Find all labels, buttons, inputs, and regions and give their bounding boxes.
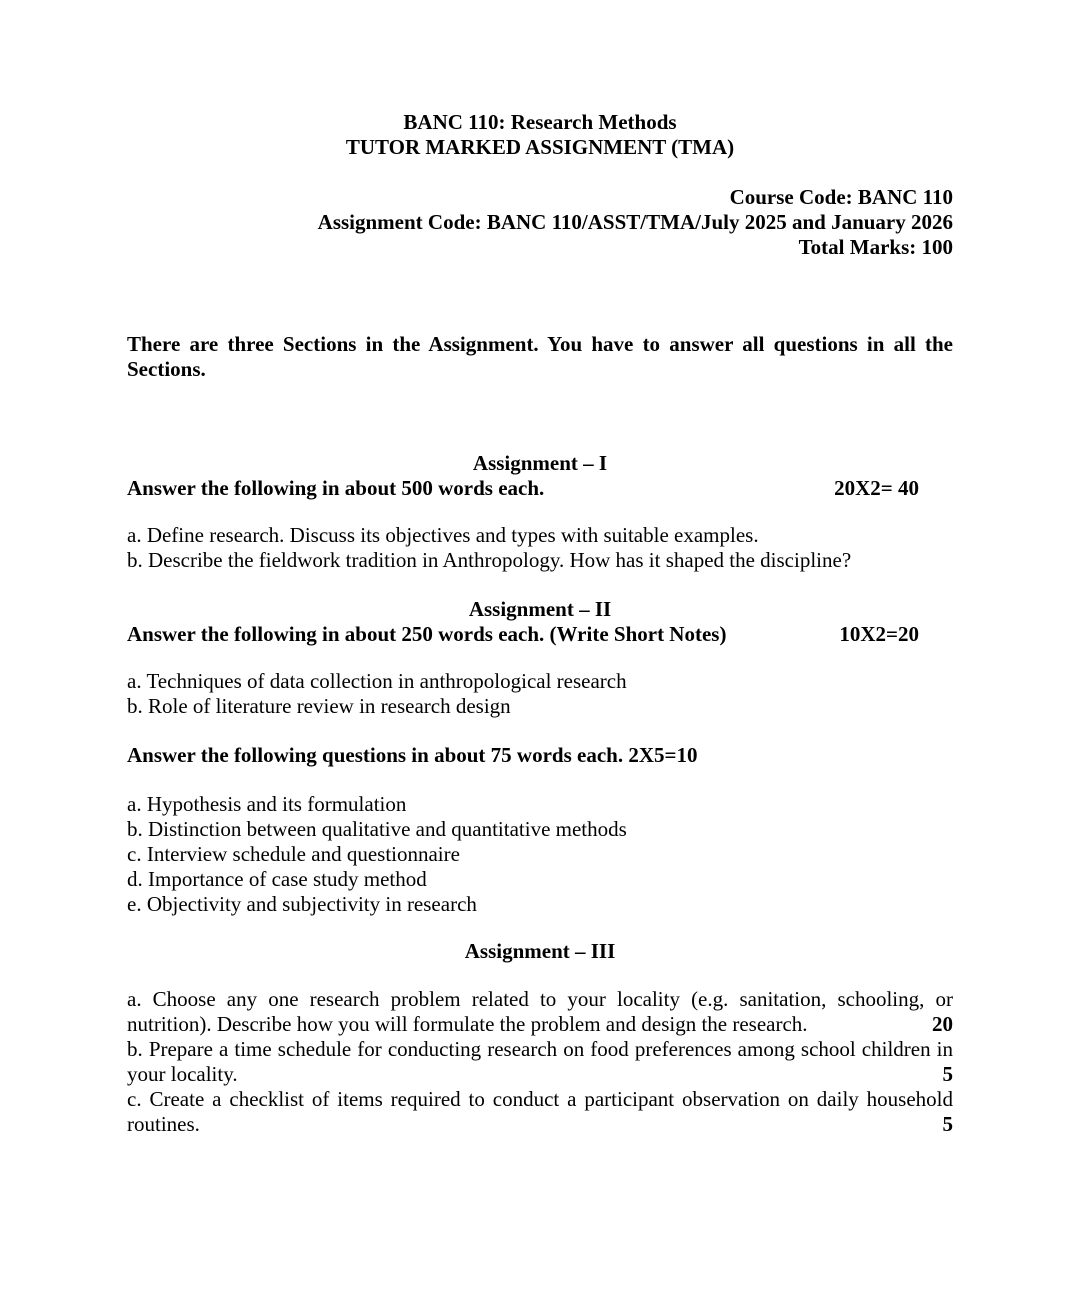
section-2-subgroup-instruction-row — [127, 743, 953, 768]
question-text: b. Prepare a time schedule for conducting research on food preferences among school children in your locality. — [127, 1037, 953, 1086]
question-with-marks — [127, 1037, 953, 1087]
section-1-instruction: Answer the following in about 500 words each. — [127, 476, 545, 500]
question-text: c. Create a checklist of items required to conduct a participant observation on daily household routines. — [127, 1087, 953, 1136]
section-1-questions — [127, 523, 953, 573]
section-2-subgroup-questions — [127, 792, 953, 917]
course-meta-block — [127, 185, 953, 260]
question: a. Techniques of data collection in anthropological research — [127, 669, 627, 693]
section-3-questions — [127, 987, 953, 1137]
question: b. Distinction between qualitative and quantitative methods — [127, 817, 627, 841]
question-marks: 20 — [932, 1012, 953, 1036]
title-block — [127, 110, 953, 160]
question: c. Interview schedule and questionnaire — [127, 842, 460, 866]
section-2-questions — [127, 669, 953, 719]
intro-note: There are three Sections in the Assignment. You have to answer all questions in all the Sections. — [127, 332, 953, 381]
section-1-instruction-row — [127, 476, 953, 501]
question: a. Define research. Discuss its objectives and types with suitable examples. — [127, 523, 759, 547]
section-assignment-1 — [127, 451, 953, 573]
question: e. Objectivity and subjectivity in research — [127, 892, 477, 916]
section-1-heading: Assignment – I — [472, 451, 608, 475]
question: b. Describe the fieldwork tradition in Anthropology. How has it shaped the discipline? — [127, 548, 852, 572]
question: d. Importance of case study method — [127, 867, 427, 891]
section-1-marks: 20X2= 40 — [834, 476, 919, 500]
assignment-type-title: TUTOR MARKED ASSIGNMENT (TMA) — [345, 135, 735, 159]
section-3-heading: Assignment – III — [464, 939, 616, 963]
question: b. Role of literature review in research design — [127, 694, 511, 718]
section-assignment-2 — [127, 597, 953, 917]
section-2-subgroup-marks: 2X5=10 — [628, 743, 698, 767]
question: a. Hypothesis and its formulation — [127, 792, 407, 816]
course-code: Course Code: BANC 110 — [729, 185, 953, 209]
section-2-instruction: Answer the following in about 250 words each. (Write Short Notes) — [127, 622, 727, 646]
document-content — [127, 110, 953, 1137]
section-2-instruction-row — [127, 622, 953, 647]
section-2-subgroup-instruction: Answer the following questions in about 75 words each. — [127, 743, 624, 767]
question-with-marks — [127, 987, 953, 1037]
section-2-heading: Assignment – II — [468, 597, 612, 621]
question-with-marks — [127, 1087, 953, 1137]
assignment-code: Assignment Code: BANC 110/ASST/TMA/July 2025 and January 2026 — [317, 210, 953, 234]
course-title: BANC 110: Research Methods — [403, 110, 677, 134]
total-marks: Total Marks: 100 — [798, 235, 953, 259]
section-assignment-3 — [127, 939, 953, 1137]
section-2-marks: 10X2=20 — [839, 622, 919, 646]
question-marks: 5 — [942, 1112, 953, 1136]
question-marks: 5 — [942, 1062, 953, 1086]
question-text: a. Choose any one research problem related to your locality (e.g. sanitation, schooling, or nutrition). Describe how you will formulate the problem and design the research. — [127, 987, 953, 1036]
